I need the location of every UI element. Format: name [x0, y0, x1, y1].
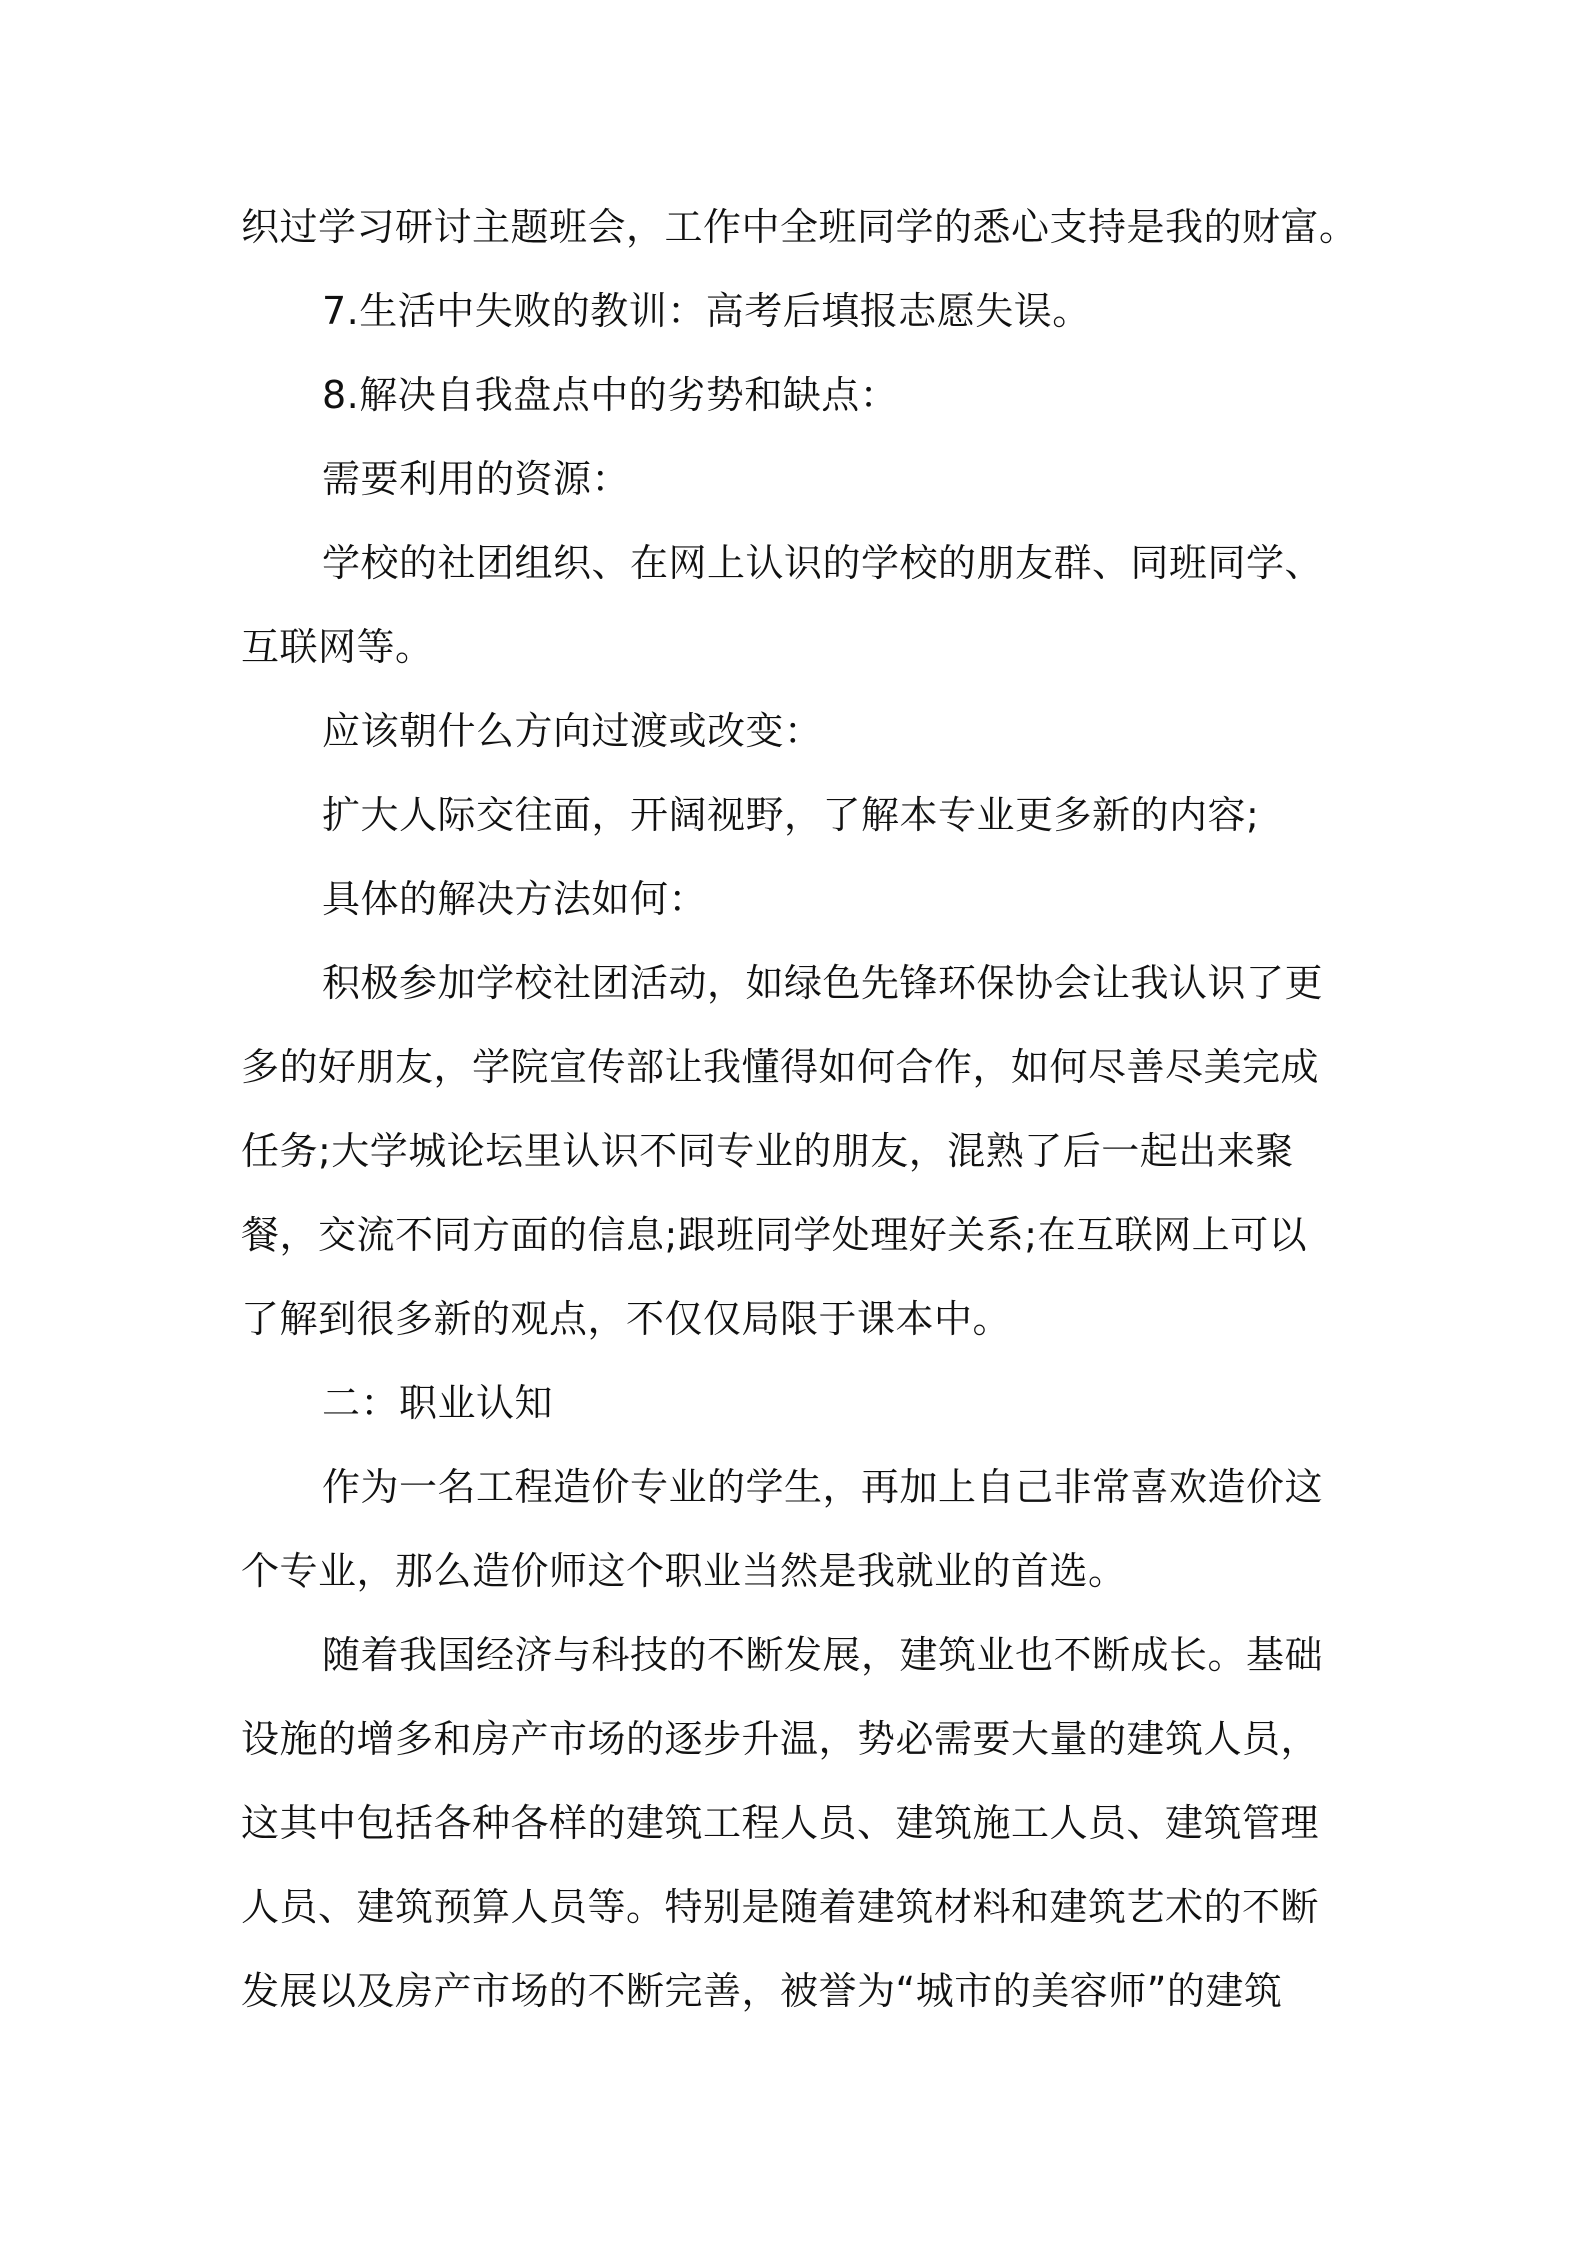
- text-line: 织过学习研讨主题班会，工作中全班同学的悉心支持是我的财富。: [241, 205, 1358, 249]
- text-line: 这其中包括各种各样的建筑工程人员、建筑施工人员、建筑管理: [241, 1801, 1320, 1845]
- text-line: 作为一名工程造价专业的学生，再加上自己非常喜欢造价这: [322, 1465, 1324, 1509]
- text-line: 需要利用的资源：: [322, 457, 631, 501]
- text-line: 具体的解决方法如何：: [322, 877, 708, 921]
- text-line: 应该朝什么方向过渡或改变：: [322, 709, 823, 753]
- text-line: 互联网等。: [241, 625, 434, 669]
- text-line: 积极参加学校社团活动，如绿色先锋环保协会让我认识了更: [322, 961, 1324, 1005]
- text-line: 设施的增多和房产市场的逐步升温，势必需要大量的建筑人员，: [241, 1717, 1320, 1761]
- text-line: 7.生活中失败的教训：高考后填报志愿失误。: [322, 289, 1091, 333]
- section-heading: 二：职业认知: [322, 1381, 554, 1425]
- text-line: 8.解决自我盘点中的劣势和缺点：: [322, 373, 899, 417]
- text-line: 餐，交流不同方面的信息;跟班同学处理好关系;在互联网上可以: [241, 1213, 1308, 1257]
- text-line: 多的好朋友，学院宣传部让我懂得如何合作，如何尽善尽美完成: [241, 1045, 1320, 1089]
- text-line: 扩大人际交往面，开阔视野，了解本专业更多新的内容;: [322, 793, 1260, 837]
- text-line: 人员、建筑预算人员等。特别是随着建筑材料和建筑艺术的不断: [241, 1885, 1320, 1929]
- text-line: 任务;大学城论坛里认识不同专业的朋友，混熟了后一起出来聚: [241, 1129, 1294, 1173]
- text-line: 个专业，那么造价师这个职业当然是我就业的首选。: [241, 1549, 1127, 1593]
- text-line: 了解到很多新的观点，不仅仅局限于课本中。: [241, 1297, 1012, 1341]
- text-line: 发展以及房产市场的不断完善，被誉为“城市的美容师”的建筑: [241, 1969, 1283, 2013]
- text-line: 随着我国经济与科技的不断发展，建筑业也不断成长。基础: [322, 1633, 1324, 1677]
- text-line: 学校的社团组织、在网上认识的学校的朋友群、同班同学、: [322, 541, 1324, 585]
